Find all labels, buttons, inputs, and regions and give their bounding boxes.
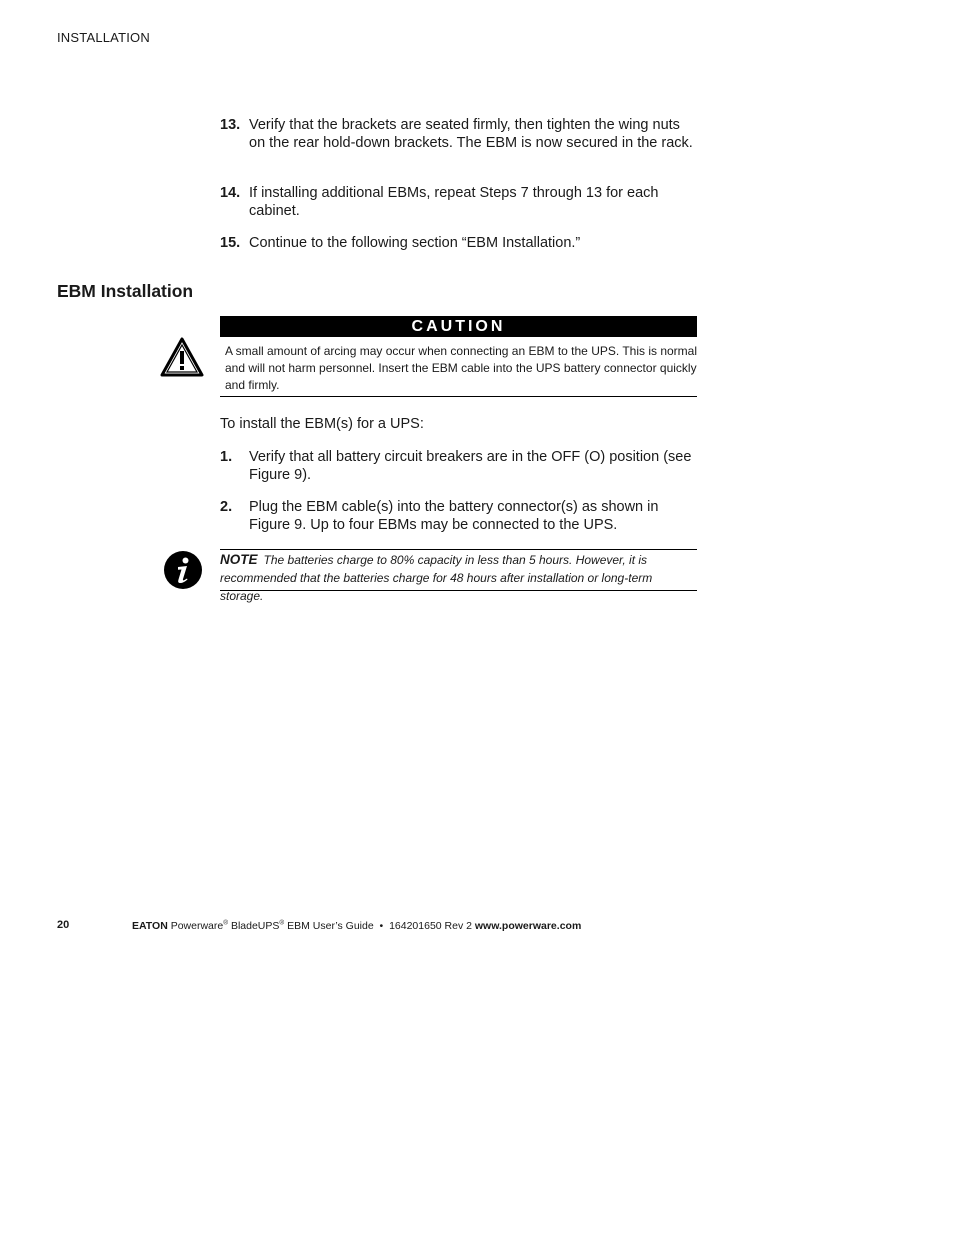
footer-brand: EATON — [132, 920, 168, 932]
footer-doc-number: 164201650 Rev 2 — [389, 920, 472, 932]
step-13 — [220, 116, 700, 152]
step-number: 14. — [220, 185, 241, 201]
footer-url[interactable]: www.powerware.com — [474, 920, 582, 932]
step-1 — [220, 448, 700, 484]
caution-text: A small amount of arcing may occur when connecting an EBM to the UPS. This is normal and will not harm personnel. Insert the EBM cable into the UPS battery connector quickly and firmly. — [225, 344, 697, 392]
info-circle-icon — [163, 550, 203, 590]
step-number: 2. — [220, 499, 233, 515]
step-text: If installing additional EBMs, repeat Steps 7 through 13 for each cabinet. — [249, 185, 659, 219]
note-divider-bottom — [220, 590, 697, 591]
step-14 — [220, 184, 700, 220]
footer-line — [132, 920, 581, 932]
footer-product: BladeUPS — [230, 920, 280, 932]
page-number: 20 — [57, 919, 70, 931]
caution-banner: CAUTION — [220, 316, 697, 337]
step-text: Verify that the brackets are seated firmly, then tighten the wing nuts on the rear hold-down brackets. The EBM is now secured in the rack. — [249, 117, 693, 151]
step-number: 1. — [220, 449, 233, 465]
note-divider-top — [220, 549, 697, 550]
caution-divider — [220, 396, 697, 397]
note-text: The batteries charge to 80% capacity in less than 5 hours. However, it is recommended that the batteries charge for 48 hours after installation or long-term storage. — [220, 553, 653, 603]
footer-bullet: • — [379, 920, 384, 932]
step-text: Verify that all battery circuit breakers are in the OFF (O) position (see Figure 9). — [249, 449, 692, 483]
note-block — [220, 551, 698, 605]
section-heading: EBM Installation — [57, 281, 194, 301]
step-15 — [220, 234, 700, 252]
footer-guide: EBM User’s Guide — [287, 920, 374, 932]
step-text: Plug the EBM cable(s) into the battery connector(s) as shown in Figure 9. Up to four EBMs may be connected to the UPS. — [249, 499, 659, 533]
step-text: Continue to the following section “EBM Installation.” — [249, 235, 581, 251]
warning-triangle-icon — [159, 336, 205, 378]
note-label: NOTE — [220, 552, 258, 567]
running-header: INSTALLATION — [57, 30, 150, 45]
registered-mark: ® — [279, 919, 285, 927]
intro-text: To install the EBM(s) for a UPS: — [220, 416, 424, 432]
step-number: 15. — [220, 235, 241, 251]
footer-product: Powerware — [170, 920, 224, 932]
step-2 — [220, 498, 700, 534]
registered-mark: ® — [223, 919, 229, 927]
step-number: 13. — [220, 117, 241, 133]
